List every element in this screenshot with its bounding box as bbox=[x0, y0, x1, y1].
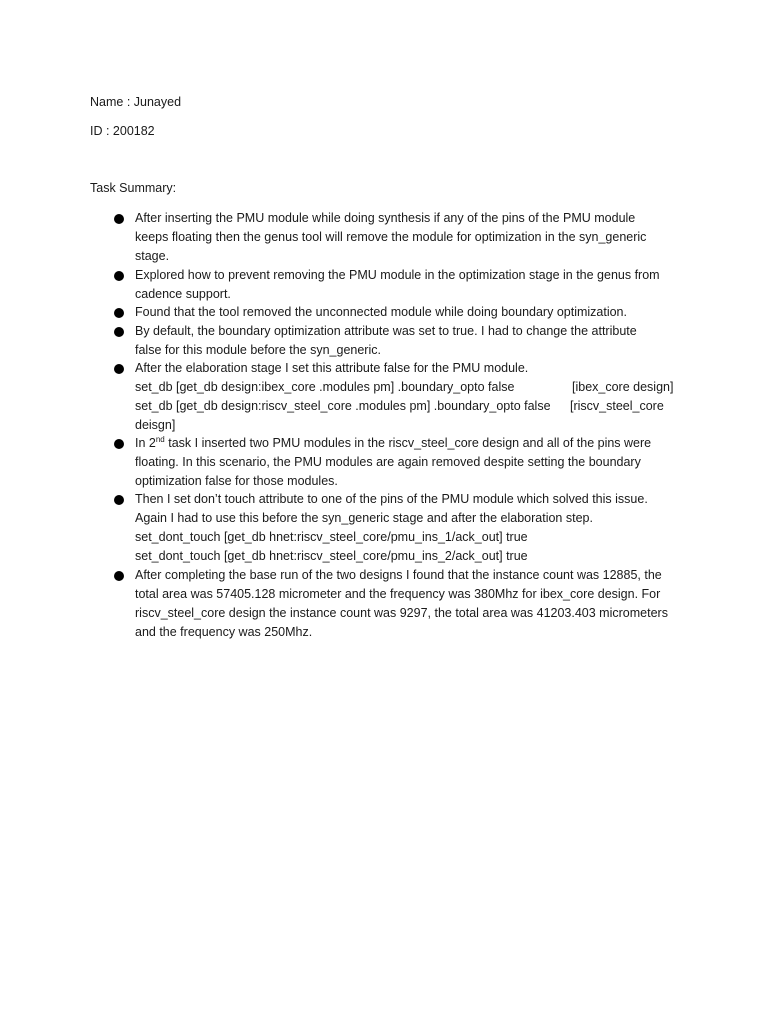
bullet-6-line-3: optimization false for those modules. bbox=[135, 474, 338, 488]
bullet-dot-icon bbox=[114, 495, 124, 505]
bullet-8-line-2: total area was 57405.128 micrometer and the frequency was 380Mhz for ibex_core design. For bbox=[135, 587, 661, 601]
command-line-riscv: set_db [get_db design:riscv_steel_core .modules pm] .boundary_opto false bbox=[135, 399, 551, 413]
command-line-ibex: set_db [get_db design:ibex_core .modules pm] .boundary_opto false bbox=[135, 380, 515, 394]
id-line: ID : 200182 bbox=[90, 124, 155, 138]
bullet-8-line-4: and the frequency was 250Mhz. bbox=[135, 625, 313, 639]
bullet-2-line-2: cadence support. bbox=[135, 287, 231, 301]
bullet-6-line-2: floating. In this scenario, the PMU modules are again removed despite setting the boundary bbox=[135, 455, 641, 469]
bullet-6-text-post: task I inserted two PMU modules in the riscv_steel_core design and all of the pins were bbox=[164, 436, 652, 450]
bullet-6-line-1 bbox=[135, 436, 651, 451]
command-tag-riscv: [riscv_steel_core bbox=[570, 399, 664, 413]
dont-touch-command-1: set_dont_touch [get_db hnet:riscv_steel_core/pmu_ins_1/ack_out] true bbox=[135, 530, 528, 544]
bullet-dot-icon bbox=[114, 271, 124, 281]
bullet-dot-icon bbox=[114, 571, 124, 581]
bullet-dot-icon bbox=[114, 327, 124, 337]
command-tag-ibex: [ibex_core design] bbox=[572, 380, 674, 394]
bullet-1-line-2: keeps floating then the genus tool will remove the module for optimization in the syn_generic bbox=[135, 230, 647, 244]
command-tag-riscv-continued: deisgn] bbox=[135, 418, 176, 432]
ordinal-suffix: nd bbox=[155, 435, 165, 444]
bullet-8-line-3: riscv_steel_core design the instance count was 9297, the total area was 41203.403 micrometers bbox=[135, 606, 668, 620]
dont-touch-command-2: set_dont_touch [get_db hnet:riscv_steel_core/pmu_ins_2/ack_out] true bbox=[135, 549, 528, 563]
bullet-6-text-pre: In 2 bbox=[135, 436, 156, 450]
bullet-dot-icon bbox=[114, 214, 124, 224]
bullet-dot-icon bbox=[114, 364, 124, 374]
bullet-1-line-1: After inserting the PMU module while doing synthesis if any of the pins of the PMU module bbox=[135, 211, 636, 225]
bullet-4-line-1: By default, the boundary optimization attribute was set to true. I had to change the attribute bbox=[135, 324, 637, 338]
task-summary-heading: Task Summary: bbox=[90, 181, 177, 195]
bullet-dot-icon bbox=[114, 308, 124, 318]
bullet-8-line-1: After completing the base run of the two designs I found that the instance count was 12885, the bbox=[135, 568, 662, 582]
bullet-5-line-1: After the elaboration stage I set this attribute false for the PMU module. bbox=[135, 361, 529, 375]
bullet-3-line-1: Found that the tool removed the unconnected module while doing boundary optimization. bbox=[135, 305, 627, 319]
bullet-1-line-3: stage. bbox=[135, 249, 170, 263]
bullet-2-line-1: Explored how to prevent removing the PMU module in the optimization stage in the genus from bbox=[135, 268, 660, 282]
bullet-dot-icon bbox=[114, 439, 124, 449]
bullet-7-line-1: Then I set don’t touch attribute to one of the pins of the PMU module which solved this issue. bbox=[135, 492, 648, 506]
bullet-4-line-2: false for this module before the syn_generic. bbox=[135, 343, 381, 357]
name-line: Name : Junayed bbox=[90, 95, 182, 109]
bullet-7-line-2: Again I had to use this before the syn_generic stage and after the elaboration step. bbox=[135, 511, 593, 525]
